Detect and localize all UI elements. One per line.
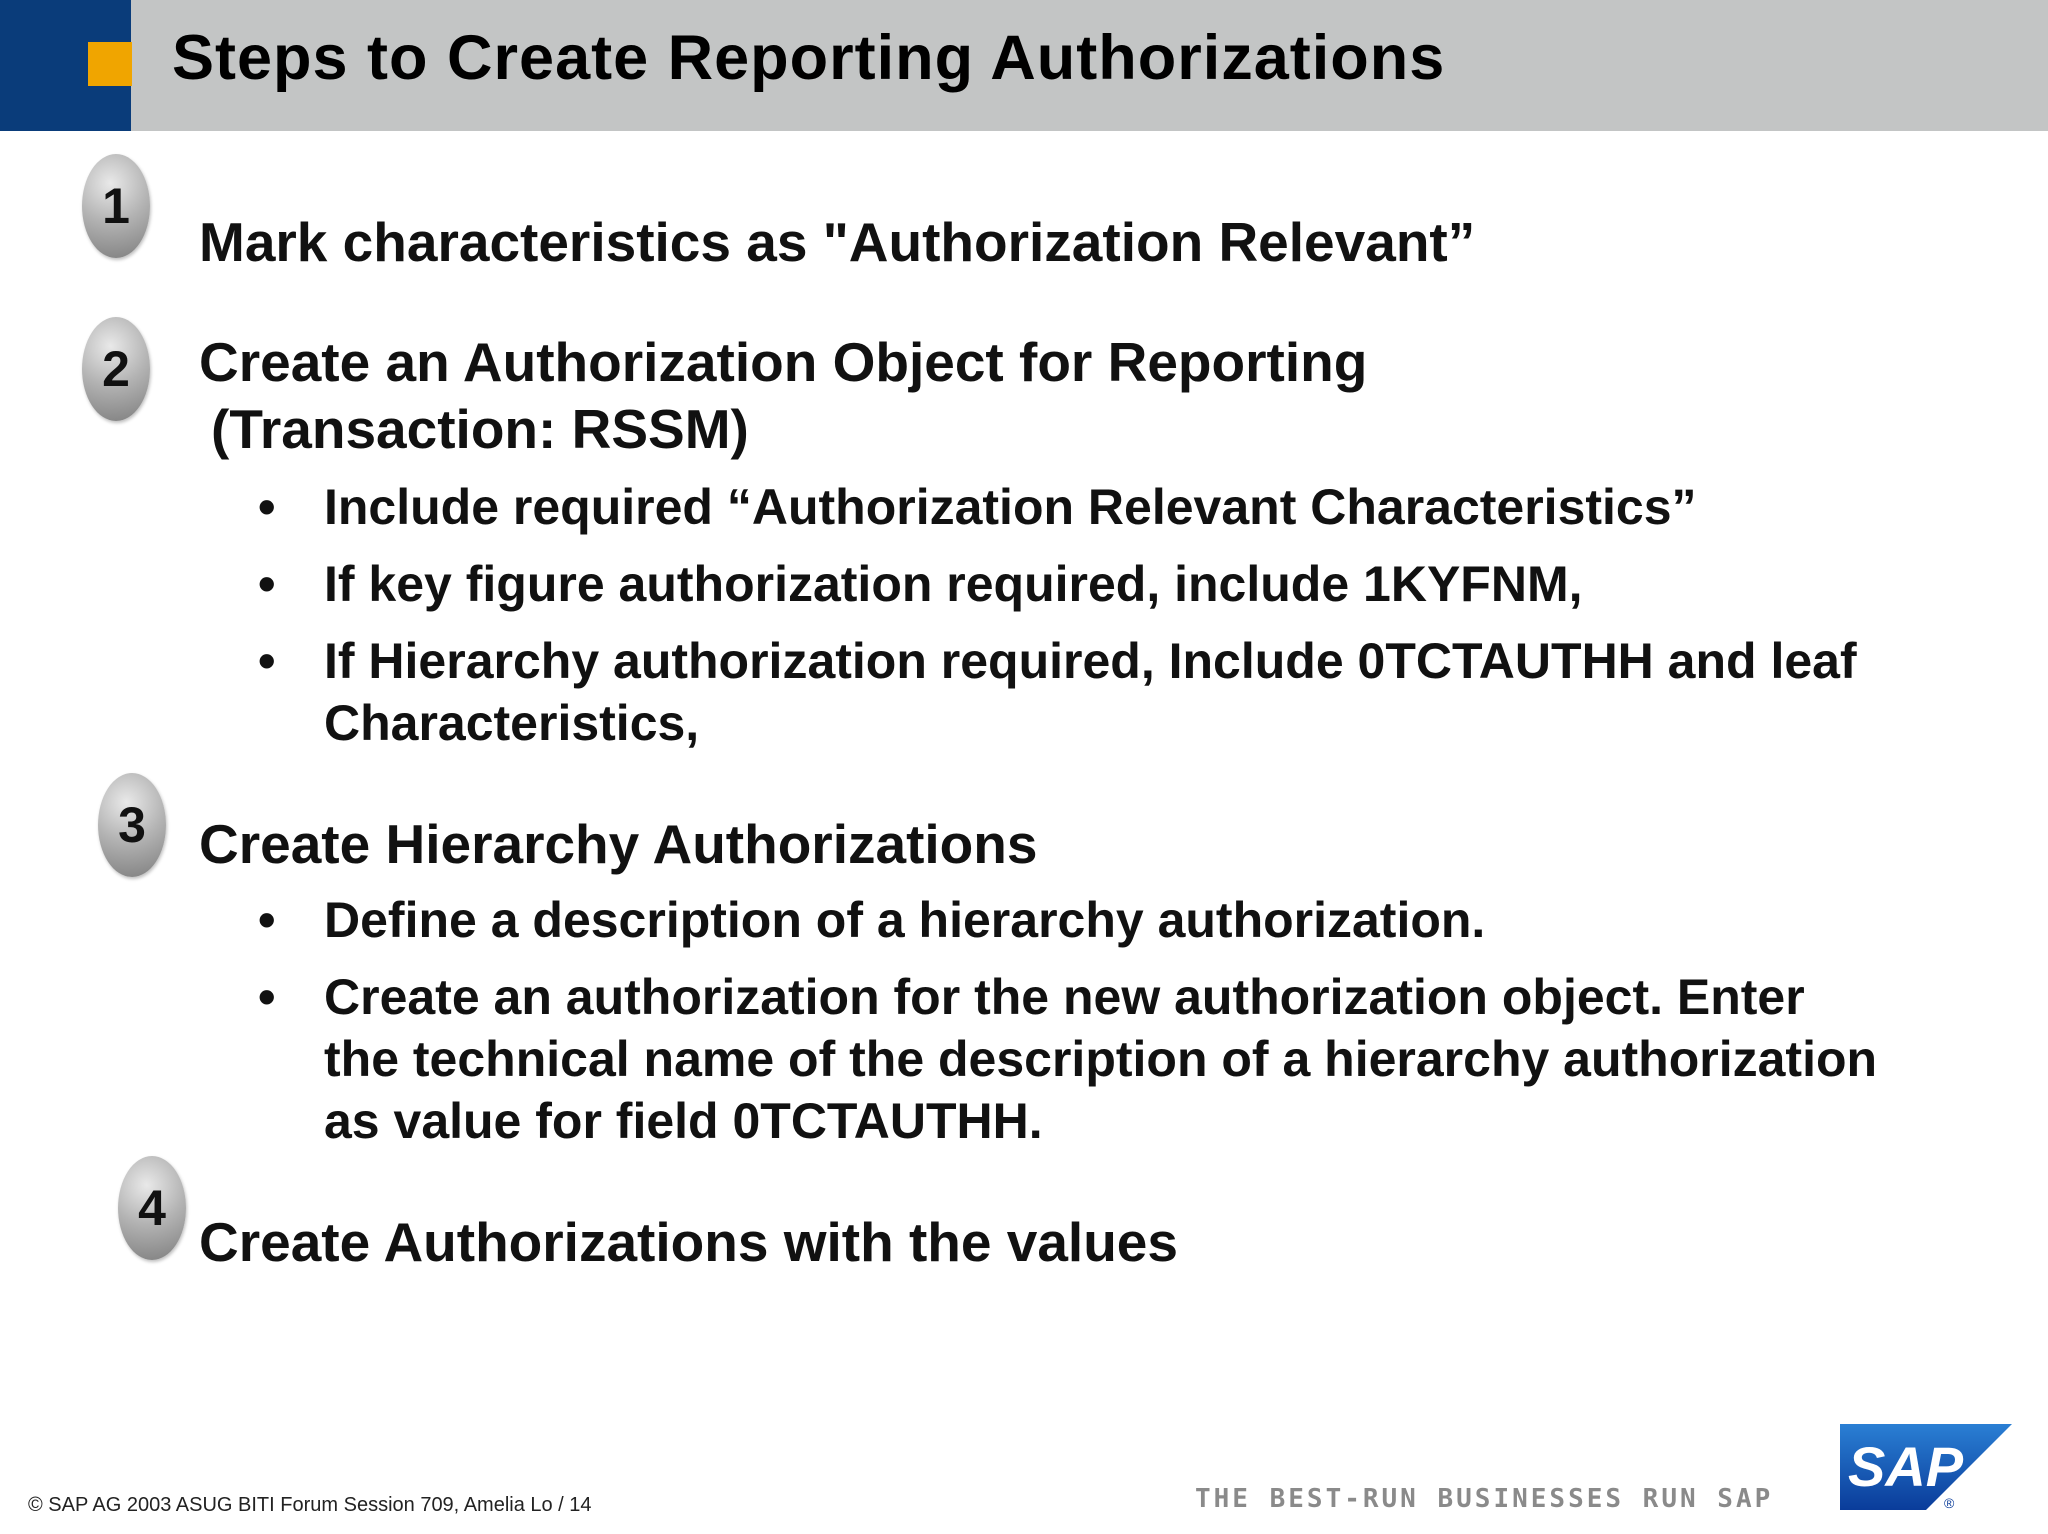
step-3-bullet-1: Define a description of a hierarchy authorization. xyxy=(324,892,1486,948)
sap-logo-registered-mark: ® xyxy=(1944,1495,1955,1510)
sap-logo-text: SAP xyxy=(1848,1435,1964,1498)
step-3-heading: Create Hierarchy Authorizations xyxy=(199,813,1038,875)
bullet-marker: • xyxy=(258,556,276,612)
slide-title: Steps to Create Reporting Authorizations xyxy=(172,23,1446,93)
step-3-badge: 3 xyxy=(98,773,166,877)
sap-logo xyxy=(1840,1424,2012,1510)
bullet-marker: • xyxy=(258,969,276,1025)
bullet-marker: • xyxy=(258,892,276,948)
step-3-bullet-2: Create an authorization for the new authorization object. Enter the technical name of the description of a hierarchy authorization as value for field 0TCTAUTHH. xyxy=(324,969,1878,1149)
step-1-heading: Mark characteristics as "Authorization Relevant” xyxy=(199,211,1476,273)
step-2-heading-transaction: (Transaction: RSSM) xyxy=(211,398,749,460)
title-accent-square xyxy=(88,42,132,86)
footer-copyright: © SAP AG 2003 ASUG BITI Forum Session 709, Amelia Lo / 14 xyxy=(28,1494,592,1516)
step-2-bullet-2: If key figure authorization required, include 1KYFNM, xyxy=(324,556,1583,612)
step-2-heading: Create an Authorization Object for Reporting xyxy=(199,331,1368,393)
step-1-badge: 1 xyxy=(82,154,150,258)
step-2-bullet-1: Include required “Authorization Relevant Characteristics” xyxy=(324,479,1697,535)
bullet-marker: • xyxy=(258,479,276,535)
bullet-marker: • xyxy=(258,633,276,689)
step-2-badge: 2 xyxy=(82,317,150,421)
step-4-badge: 4 xyxy=(118,1156,186,1260)
step-4-heading: Create Authorizations with the values xyxy=(199,1211,1178,1273)
footer-tagline: THE BEST-RUN BUSINESSES RUN SAP xyxy=(1195,1484,1774,1514)
step-2-bullet-3: If Hierarchy authorization required, Include 0TCTAUTHH and leaf Characteristics, xyxy=(324,633,1857,751)
